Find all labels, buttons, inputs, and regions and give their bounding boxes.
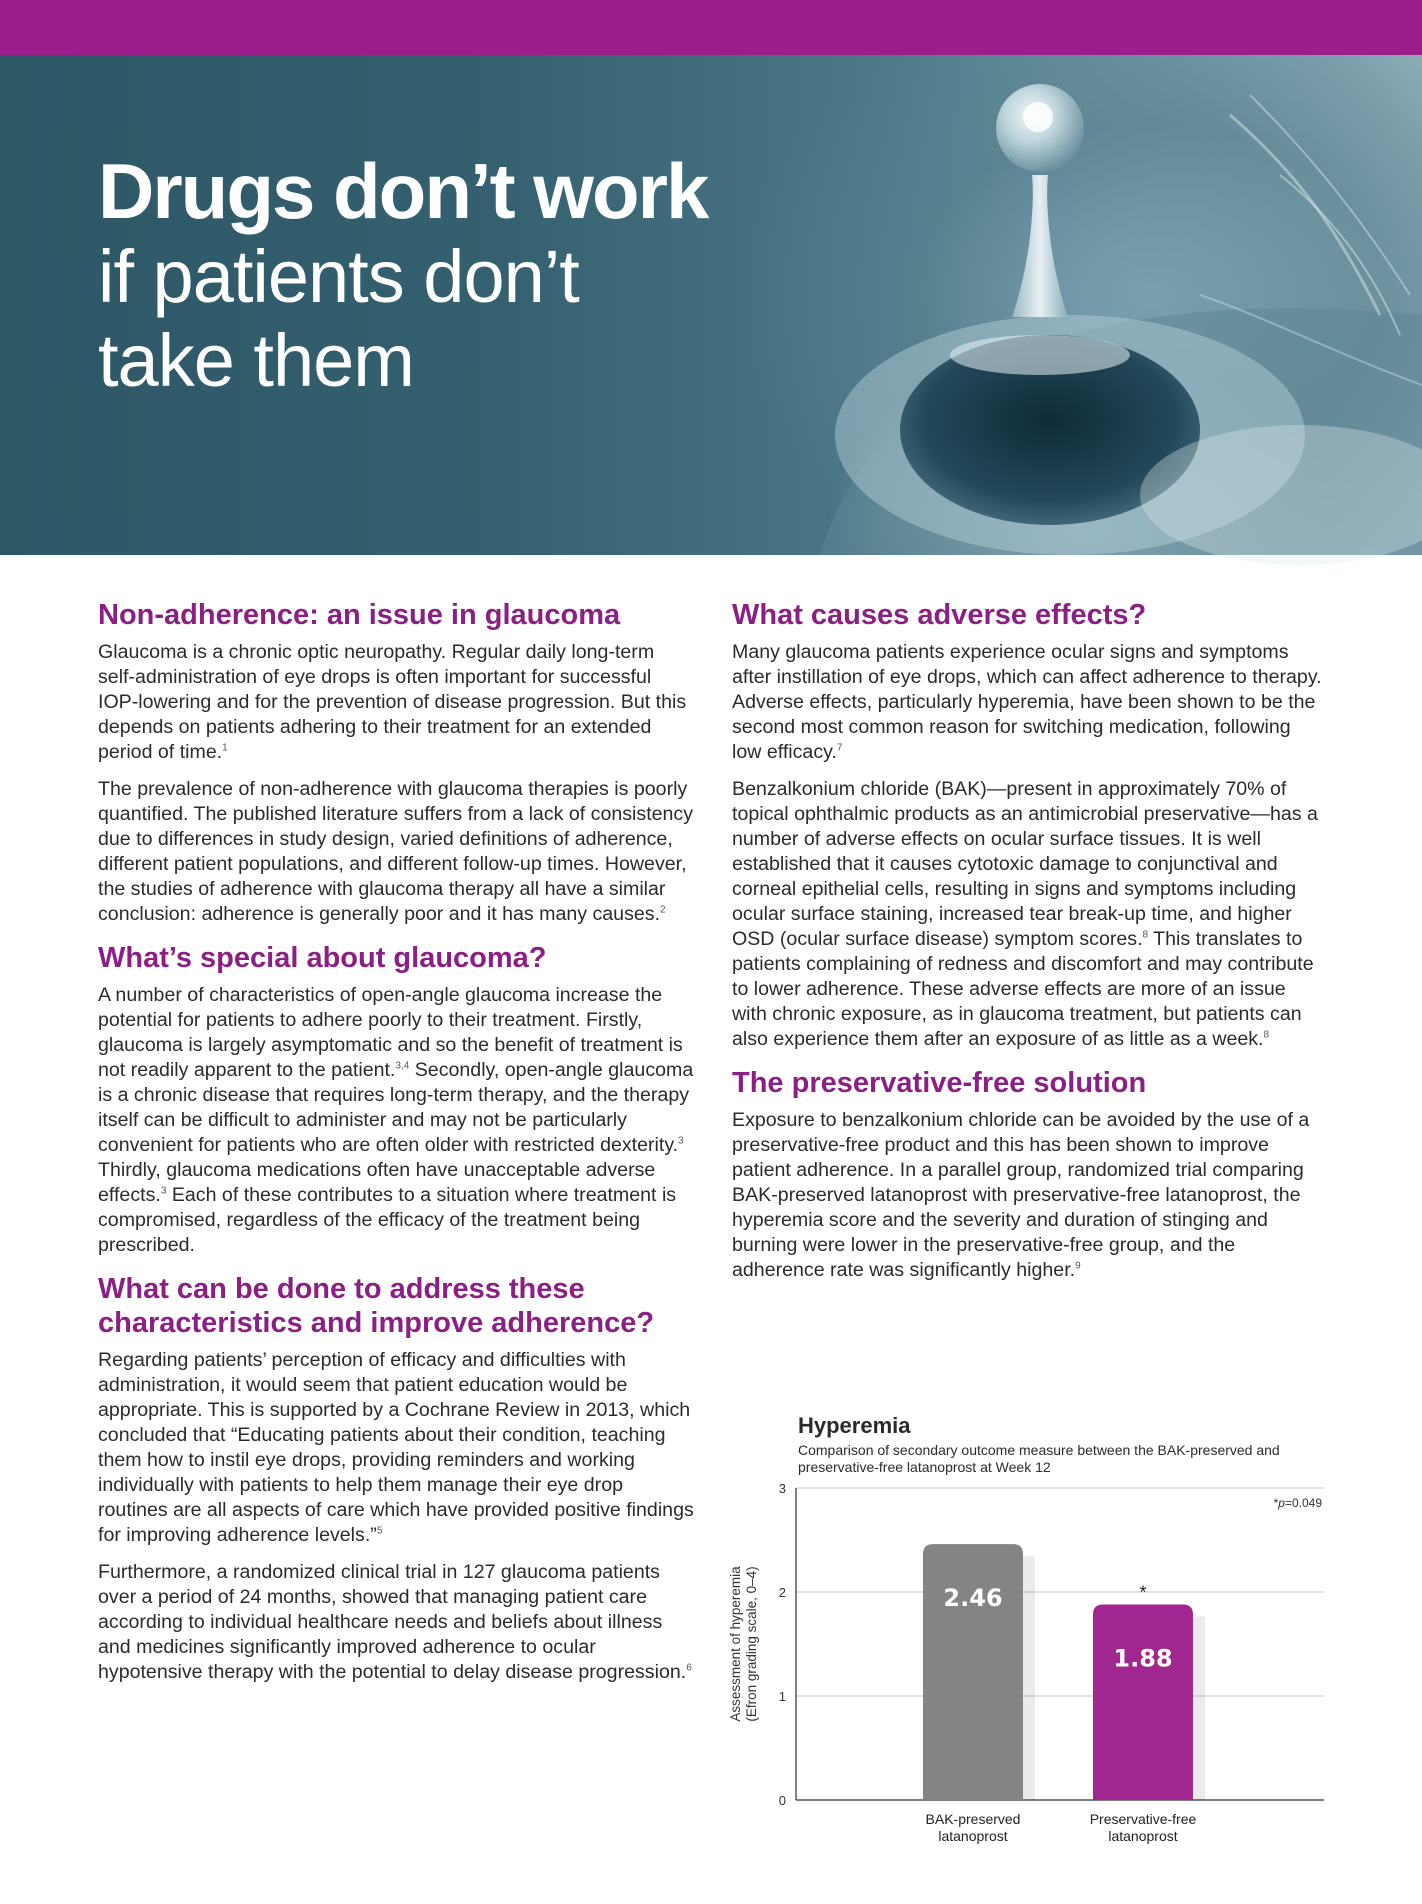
hero-title [98,147,707,403]
section-heading: The preservative-free solution [732,1067,1147,1099]
reference-number: 6 [686,1662,692,1674]
reference-number: 8 [1263,1029,1270,1041]
significance-star: * [1139,1582,1147,1603]
section-heading: Non-adherence: an issue in glaucoma [98,599,621,631]
hero-title-line-1: Drugs don’t work [98,147,708,235]
top-color-bar [0,0,1422,55]
bar [1093,1604,1193,1800]
significance-annotation: *p=0.049 [1273,1496,1322,1510]
y-tick-label: 2 [778,1585,786,1600]
section-special-about-glaucoma [98,941,694,1258]
chart-plot [730,1410,1350,1850]
reference-number: 7 [836,742,843,754]
section-heading: What causes adverse effects? [732,599,1147,631]
section-preservative-free [732,1066,1324,1283]
reference-number: 5 [376,1525,383,1537]
reference-number: 8 [1142,929,1149,941]
bar-value-label: 2.46 [943,1584,1003,1613]
hyperemia-chart [730,1410,1350,1850]
body-paragraph: Benzalkonium chloride (BAK)—present in approximately 70% of topical ophthalmic products as an antimicrobial preservative—has a number of adverse effects on ocular surface tissues. It is well established that it causes cytotoxic damage to conjunctival and corneal epithelial cells, resulting in signs and symptoms including ocular surface staining, increased tear break-up time, and higher OSD (ocular surface disease) symptom scores.$^8$ This translates to patients complaining of redness and discomfort and may contribute to lower adherence. These adverse effects are more of an issue with chronic exposure, as in glaucoma treatment, but patients can also experience them after an exposure of as little as a week.$^8$ [732,778,1318,1050]
y-tick-label: 3 [778,1481,786,1496]
hero-title-line-2: if patients don’t [98,235,579,318]
body-paragraph: Regarding patients’ perception of efficacy and difficulties with administration, it would seem that patient education would be appropriate. This is supported by a Cochrane Review in 2013, which concluded that “Educating patients about their condition, teaching them how to instil eye drops, providing reminders and working individually with patients to help them manage their eye drop routines are all aspects of care which have provided positive findings for improving adherence levels.”$^5$ [98,1349,694,1546]
y-axis-label: Assessment of hyperemia(Efron grading scale, 0–4) [728,1566,759,1722]
chart-subtitle: Comparison of secondary outcome measure between the BAK-preserved and preservative-free latanoprost at Week 12 [798,1442,1280,1475]
body-paragraph: Exposure to benzalkonium chloride can be avoided by the use of a preservative-free product and this has been shown to improve patient adherence. In a parallel group, randomized trial comparing BAK-preserved latanoprost with preservative-free latanoprost, the hyperemia score and the severity and duration of stinging and burning were lower in the preservative-free group, and the adherence rate was significantly higher.$^9$ [732,1109,1310,1281]
left-column [98,598,694,1699]
reference-number: 2 [660,904,666,916]
section-non-adherence [98,598,694,927]
section-heading: What can be done to address these characteristics and improve adherence? [98,1273,655,1339]
section-address-characteristics [98,1272,694,1685]
reference-number: 1 [222,742,228,754]
hero-banner [0,55,1422,555]
reference-number: 3 [160,1185,167,1197]
reference-number: 3 [678,1135,684,1147]
body-paragraph: A number of characteristics of open-angle glaucoma increase the potential for patients to adhere poorly to their treatment. Firstly, glaucoma is largely asymptomatic and so the benefit of treatment is not readily apparent to the patient.$^{3,4}$ Secondly, open-angle glaucoma is a chronic disease that requires long-term therapy, and the therapy itself can be difficult to administer and may not be particularly convenient for patients who are often older with restricted dexterity.$^3$ Thirdly, glaucoma medications often have unacceptable adverse effects.$^3$ Each of these contributes to a situation where treatment is compromised, regardless of the efficacy of the treatment being prescribed. [98,984,694,1256]
section-heading: What’s special about glaucoma? [98,942,547,974]
reference-number: 3,4 [395,1060,410,1072]
x-category-label: BAK-preserved latanoprost [925,1811,1021,1844]
hero-title-line-3: take them [98,319,414,402]
chart-title: Hyperemia [798,1413,911,1438]
x-category-label: Preservative-free latanoprost [1089,1811,1197,1844]
body-paragraph: Furthermore, a randomized clinical trial in 127 glaucoma patients over a period of 24 months, showed that managing patient care according to individual healthcare needs and beliefs about illness and medicines significantly improved adherence to ocular hypotensive therapy with the potential to delay disease progression.$^6$ [98,1561,692,1683]
y-tick-label: 1 [778,1689,786,1704]
body-paragraph: Many glaucoma patients experience ocular signs and symptoms after instillation of eye drops, which can affect adherence to therapy. Adverse effects, particularly hyperemia, have been shown to be the second most common reason for switching medication, following low efficacy.$^7$ [732,641,1322,763]
section-adverse-effects [732,598,1324,1052]
y-tick-label: 0 [778,1793,786,1808]
bar-value-label: 1.88 [1113,1644,1173,1673]
reference-number: 9 [1075,1260,1081,1272]
right-column [732,598,1324,1297]
body-paragraph: The prevalence of non-adherence with glaucoma therapies is poorly quantified. The published literature suffers from a lack of consistency due to differences in study design, varied definitions of adherence, different patient populations, and different follow-up times. However, the studies of adherence with glaucoma therapy all have a similar conclusion: adherence is generally poor and it has many causes.$^2$ [98,778,694,925]
body-paragraph: Glaucoma is a chronic optic neuropathy. Regular daily long-term self-administration of eye drops is often important for successful IOP-lowering and for the prevention of disease progression. But this depends on patients adhering to their treatment for an extended period of time.$^1$ [98,641,687,763]
eye-drop-image [780,55,1422,555]
bar [923,1544,1023,1800]
